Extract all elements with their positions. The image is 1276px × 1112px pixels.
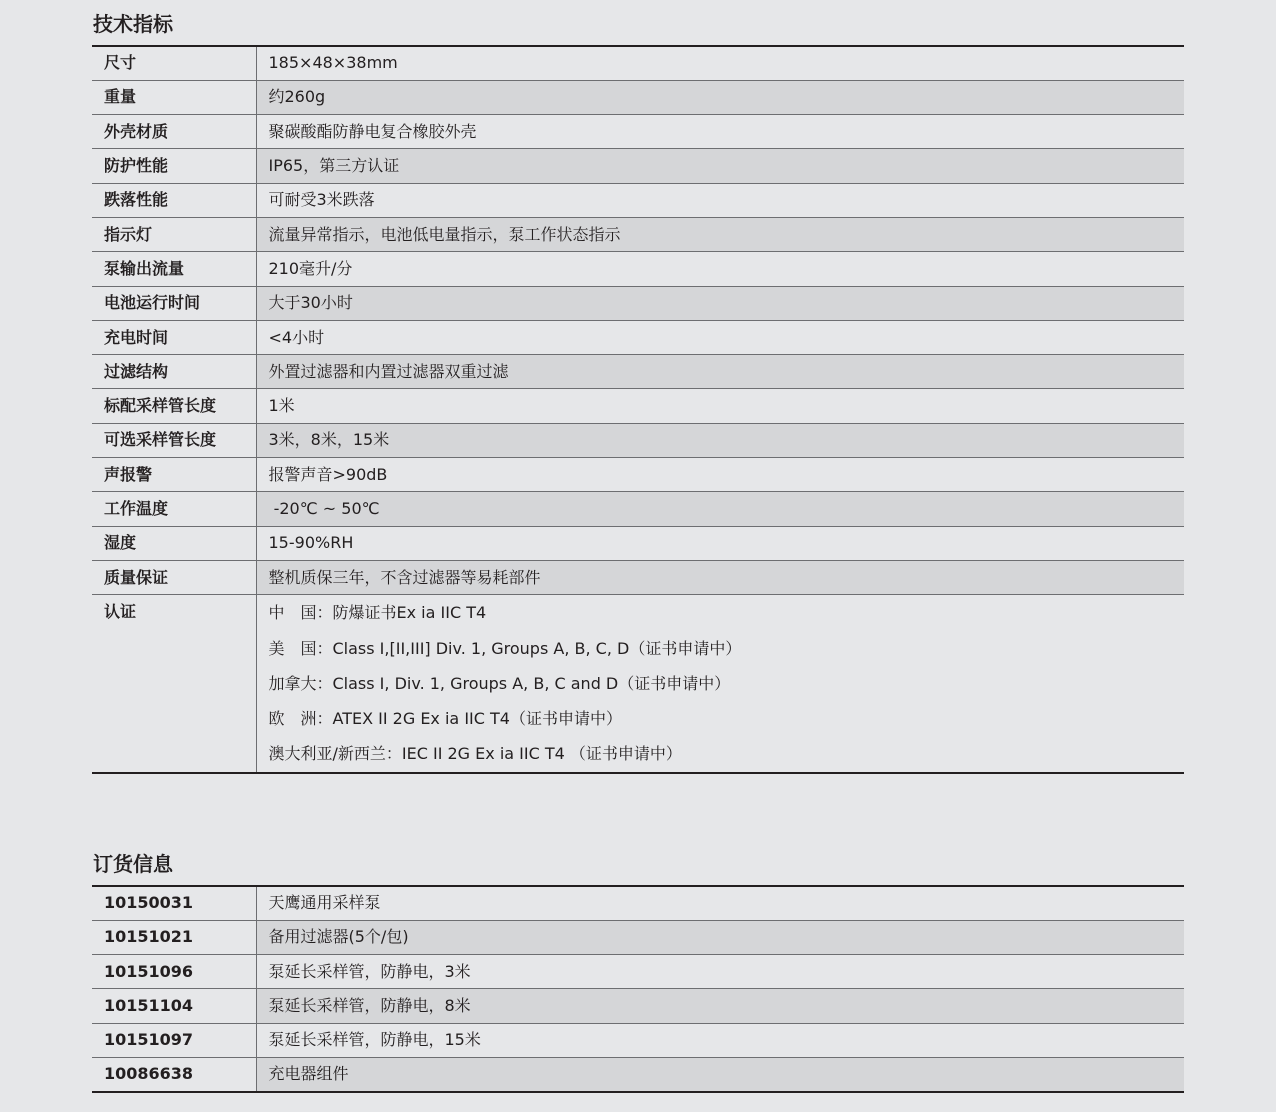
table-row [92, 355, 1184, 389]
spec-value: 聚碳酸酯防静电复合橡胶外壳 [256, 115, 1184, 149]
spec-key: 标配采样管长度 [92, 389, 256, 423]
spec-section-title: 技术指标 [93, 12, 173, 36]
cert-line-europe: 欧 洲：ATEX II 2G Ex ia IIC T4（证书申请中） [268, 709, 622, 729]
order-code: 10150031 [92, 886, 256, 920]
spec-key: 泵输出流量 [92, 252, 256, 286]
spec-value: 报警声音>90dB [256, 458, 1184, 492]
spec-key: 指示灯 [92, 217, 256, 251]
spec-value: <4小时 [256, 320, 1184, 354]
spec-key: 声报警 [92, 458, 256, 492]
spec-key: 跌落性能 [92, 183, 256, 217]
cert-line-canada: 加拿大：Class I, Div. 1, Groups A, B, C and D（证书申请中） [268, 673, 731, 693]
spec-value: 1米 [256, 389, 1184, 423]
spec-key: 防护性能 [92, 149, 256, 183]
spec-value: 210毫升/分 [256, 252, 1184, 286]
order-desc: 泵延长采样管，防静电，8米 [256, 989, 1184, 1023]
order-code: 10151096 [92, 955, 256, 989]
spec-key-cert: 认证 [92, 595, 256, 773]
spec-value: 15-90%RH [256, 526, 1184, 560]
spec-table [92, 45, 1184, 774]
table-row [92, 1023, 1184, 1057]
order-desc: 天鹰通用采样泵 [268, 893, 381, 913]
table-row [92, 458, 1184, 492]
cert-line-usa: 美 国：Class I,[II,III] Div. 1, Groups A, B, C, D（证书申请中） [268, 638, 742, 658]
table-row [92, 886, 1184, 920]
spec-key: 质量保证 [92, 560, 256, 594]
table-row [92, 183, 1184, 217]
order-desc: 备用过滤器(5个/包) [256, 920, 1184, 954]
order-code: 10086638 [92, 1057, 256, 1091]
cert-list [256, 595, 1184, 773]
spec-value: -20℃ ~ 50℃ [256, 492, 1184, 526]
spec-value: IP65，第三方认证 [256, 149, 1184, 183]
order-desc: 泵延长采样管，防静电，3米 [256, 955, 1184, 989]
table-row [92, 492, 1184, 526]
table-row [92, 423, 1184, 457]
spec-key: 外壳材质 [92, 115, 256, 149]
spec-key: 湿度 [92, 526, 256, 560]
spec-key: 充电时间 [92, 320, 256, 354]
spec-key: 尺寸 [92, 46, 256, 80]
table-row [92, 955, 1184, 989]
order-desc: 充电器组件 [256, 1057, 1184, 1091]
spec-value: 流量异常指示，电池低电量指示，泵工作状态指示 [256, 217, 1184, 251]
spec-key: 过滤结构 [92, 355, 256, 389]
order-section-title: 订货信息 [93, 852, 173, 876]
table-row [92, 80, 1184, 114]
table-row [92, 149, 1184, 183]
table-row [92, 526, 1184, 560]
table-row [92, 1057, 1184, 1091]
spec-value: 3米，8米，15米 [256, 423, 1184, 457]
spec-value: 整机质保三年，不含过滤器等易耗部件 [256, 560, 1184, 594]
order-desc: 泵延长采样管，防静电，15米 [256, 1023, 1184, 1057]
spec-key: 工作温度 [92, 492, 256, 526]
table-row [92, 389, 1184, 423]
spec-value: 大于30小时 [256, 286, 1184, 320]
table-row [92, 115, 1184, 149]
table-row [92, 989, 1184, 1023]
table-row-cert [92, 595, 1184, 773]
spec-value: 外置过滤器和内置过滤器双重过滤 [256, 355, 1184, 389]
spec-key: 重量 [92, 80, 256, 114]
spec-value: 可耐受3米跌落 [256, 183, 1184, 217]
table-row [92, 286, 1184, 320]
table-row [92, 560, 1184, 594]
table-row [92, 46, 1184, 80]
spec-value: 185×48×38mm [268, 53, 398, 73]
spec-key: 电池运行时间 [92, 286, 256, 320]
cert-line-china: 中 国：防爆证书Ex ia IIC T4 [268, 603, 487, 623]
cert-line-anz: 澳大利亚/新西兰：IEC II 2G Ex ia IIC T4 （证书申请中） [268, 744, 682, 764]
order-code: 10151021 [92, 920, 256, 954]
spec-key: 可选采样管长度 [92, 423, 256, 457]
table-row [92, 320, 1184, 354]
order-table [92, 885, 1184, 1093]
table-row [92, 217, 1184, 251]
order-code: 10151097 [92, 1023, 256, 1057]
table-row [92, 920, 1184, 954]
table-row [92, 252, 1184, 286]
spec-value: 约260g [256, 80, 1184, 114]
order-code: 10151104 [92, 989, 256, 1023]
